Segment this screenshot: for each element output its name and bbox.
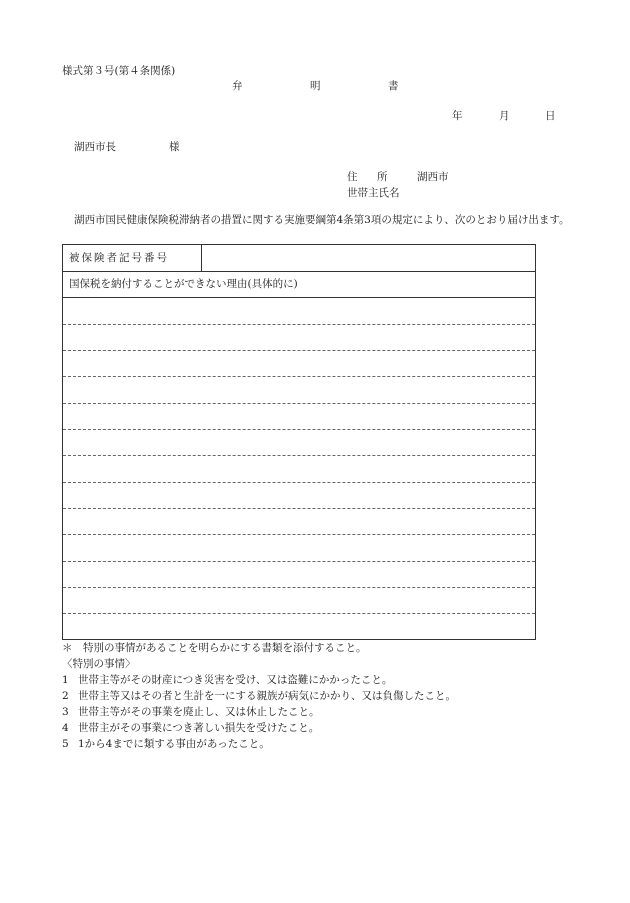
reason-line-11[interactable] <box>63 587 535 588</box>
circumstance-item <box>62 705 582 721</box>
title-char-2: 明 <box>310 80 321 92</box>
item-number: 3 <box>62 705 69 718</box>
item-number: 2 <box>62 689 69 702</box>
circumstance-item <box>62 689 582 705</box>
reason-header-row <box>63 271 535 298</box>
reason-line-3[interactable] <box>63 376 535 377</box>
reason-line-5[interactable] <box>63 429 535 430</box>
date-year-label: 年 <box>452 110 463 122</box>
title-char-3: 書 <box>388 80 399 92</box>
special-circumstances-header: 〈特別の事情〉 <box>62 657 136 670</box>
reason-line-10[interactable] <box>63 561 535 562</box>
item-text: 世帯主がその事業につき著しい損失を受けたこと。 <box>78 721 320 734</box>
intro-text: 湖西市国民健康保険税滞納者の措置に関する実施要綱第4条第3項の規定により、次のとおり届け出ます。 <box>74 214 570 226</box>
item-text: 1から4までに類する事由があったこと。 <box>78 737 270 750</box>
reason-line-8[interactable] <box>63 508 535 509</box>
insured-number-label: 被保険者記号番号 <box>69 252 169 264</box>
applicant-address <box>347 170 449 184</box>
item-number: 5 <box>62 737 69 750</box>
address-label-1: 住 <box>347 171 358 183</box>
cell-divider <box>201 245 202 271</box>
notes-section <box>62 641 582 753</box>
reason-line-1[interactable] <box>63 324 535 325</box>
address-label-2: 所 <box>377 171 388 183</box>
reason-line-2[interactable] <box>63 350 535 351</box>
reason-line-12[interactable] <box>63 613 535 614</box>
date-month-label: 月 <box>499 110 510 122</box>
reason-label: 国保税を納付することができない理由(具体的に) <box>69 278 298 290</box>
item-text: 世帯主等がその財産につき災害を受け、又は盗難にかかったこと。 <box>78 673 393 686</box>
reason-line-6[interactable] <box>63 455 535 456</box>
circumstance-item <box>62 673 582 689</box>
addressee <box>74 140 180 154</box>
circumstance-item <box>62 737 582 753</box>
item-text: 世帯主等又はその者と生計を一にする親族が病気にかかり、又は負傷したこと。 <box>78 689 456 702</box>
form-number: 様式第３号(第４条関係) <box>62 65 176 77</box>
address-value[interactable]: 湖西市 <box>417 171 449 183</box>
item-number: 4 <box>62 721 69 734</box>
householder-name-label: 世帯主氏名 <box>347 187 400 199</box>
insured-number-row <box>63 245 535 272</box>
item-number: 1 <box>62 673 69 686</box>
item-text: 世帯主等がその事業を廃止し、又は休止したこと。 <box>78 705 320 718</box>
circumstance-item <box>62 721 582 737</box>
reason-line-9[interactable] <box>63 534 535 535</box>
reason-line-7[interactable] <box>63 482 535 483</box>
attachment-note: ＊ 特別の事情があることを明らかにする書類を添付すること。 <box>62 642 367 654</box>
title-char-1: 弁 <box>232 80 243 92</box>
date-day-label: 日 <box>545 110 556 122</box>
addressee-honorific: 様 <box>169 141 180 153</box>
reason-line-4[interactable] <box>63 403 535 404</box>
addressee-name: 湖西市長 <box>74 141 116 153</box>
application-table <box>62 244 536 640</box>
